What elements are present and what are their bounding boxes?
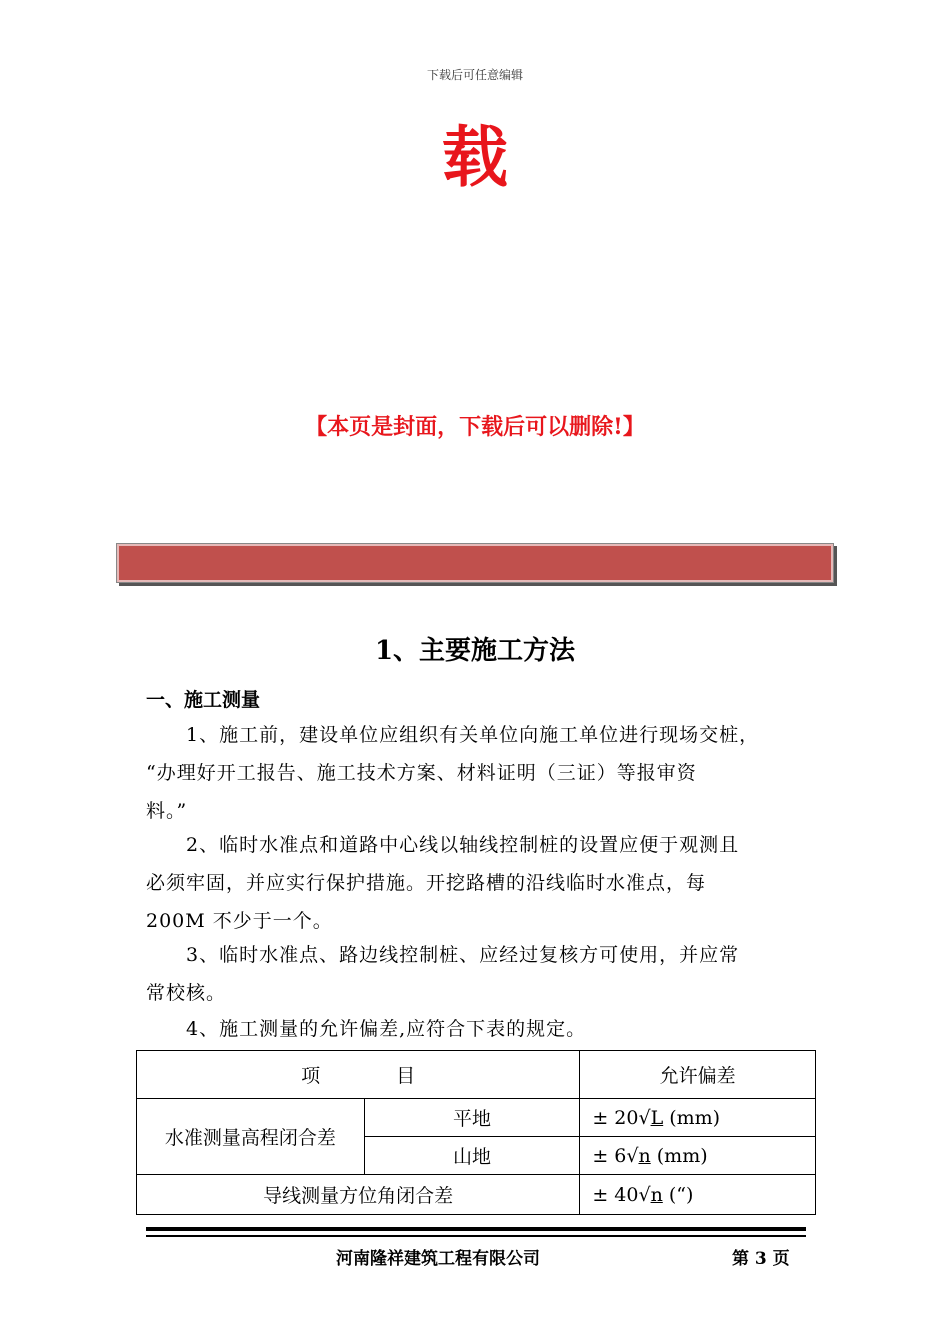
value-prefix: ± 6√ (592, 1144, 639, 1167)
paragraph-line: 200M 不少于一个。 (146, 910, 333, 932)
paragraph-line: 料。” (146, 800, 188, 822)
paragraph-line: 1、施工前，建设单位应组织有关单位向施工单位进行现场交桩， (186, 724, 760, 746)
paragraph-3 (146, 936, 806, 1012)
table-cell-sub: 山地 (364, 1137, 580, 1175)
value-suffix: (“) (662, 1183, 694, 1206)
table-row (137, 1099, 816, 1137)
decorative-banner (116, 543, 834, 583)
table-cell-value (580, 1099, 816, 1137)
footer-page-number: 第 3 页 (732, 1249, 790, 1269)
table-cell-item: 导线测量方位角闭合差 (137, 1175, 580, 1215)
section-title: 1、主要施工方法 (374, 636, 576, 666)
table-cell-group: 水准测量高程闭合差 (137, 1099, 365, 1175)
paragraph-line: 2、临时水准点和道路中心线以轴线控制桩的设置应便于观测且 (186, 834, 740, 856)
tolerance-table (136, 1050, 816, 1215)
value-prefix: ± 40√ (592, 1183, 651, 1206)
paragraph-line: 4、施工测量的允许偏差,应符合下表的规定。 (186, 1018, 587, 1040)
table-cell-value (580, 1137, 816, 1175)
paragraph-line: 3、临时水准点、路边线控制桩、应经过复核方可使用，并应常 (186, 944, 740, 966)
cover-big-char: 载 (442, 118, 508, 196)
table-header-row (137, 1051, 816, 1099)
value-variable: n (638, 1144, 651, 1167)
value-prefix: ± 20√ (592, 1106, 651, 1129)
table-cell-sub: 平地 (364, 1099, 580, 1137)
footer-rule-thin (146, 1235, 806, 1237)
paragraph-line: 必须牢固，并应实行保护措施。开挖路槽的沿线临时水准点，每 (146, 872, 707, 894)
sub-heading: 一、施工测量 (146, 689, 261, 711)
footer-rule-thick (146, 1227, 806, 1231)
table-cell-value (580, 1175, 816, 1215)
header-note: 下载后可任意编辑 (426, 68, 523, 82)
table-header-tolerance: 允许偏差 (580, 1051, 816, 1099)
paragraph-1 (146, 716, 806, 830)
paragraph-2 (146, 826, 806, 940)
value-variable: n (650, 1183, 663, 1206)
cover-delete-note: 【本页是封面，下载后可以删除!】 (305, 414, 645, 440)
value-suffix: (mm) (650, 1144, 708, 1167)
table-header-item: 项 目 (137, 1051, 580, 1099)
value-variable: L (650, 1106, 664, 1129)
paragraph-4 (146, 1010, 806, 1048)
footer-company: 河南隆祥建筑工程有限公司 (336, 1249, 540, 1269)
paragraph-line: “办理好开工报告、施工技术方案、材料证明（三证）等报审资 (146, 762, 697, 784)
value-suffix: (mm) (663, 1106, 721, 1129)
table-row (137, 1175, 816, 1215)
paragraph-line: 常校核。 (146, 982, 227, 1004)
